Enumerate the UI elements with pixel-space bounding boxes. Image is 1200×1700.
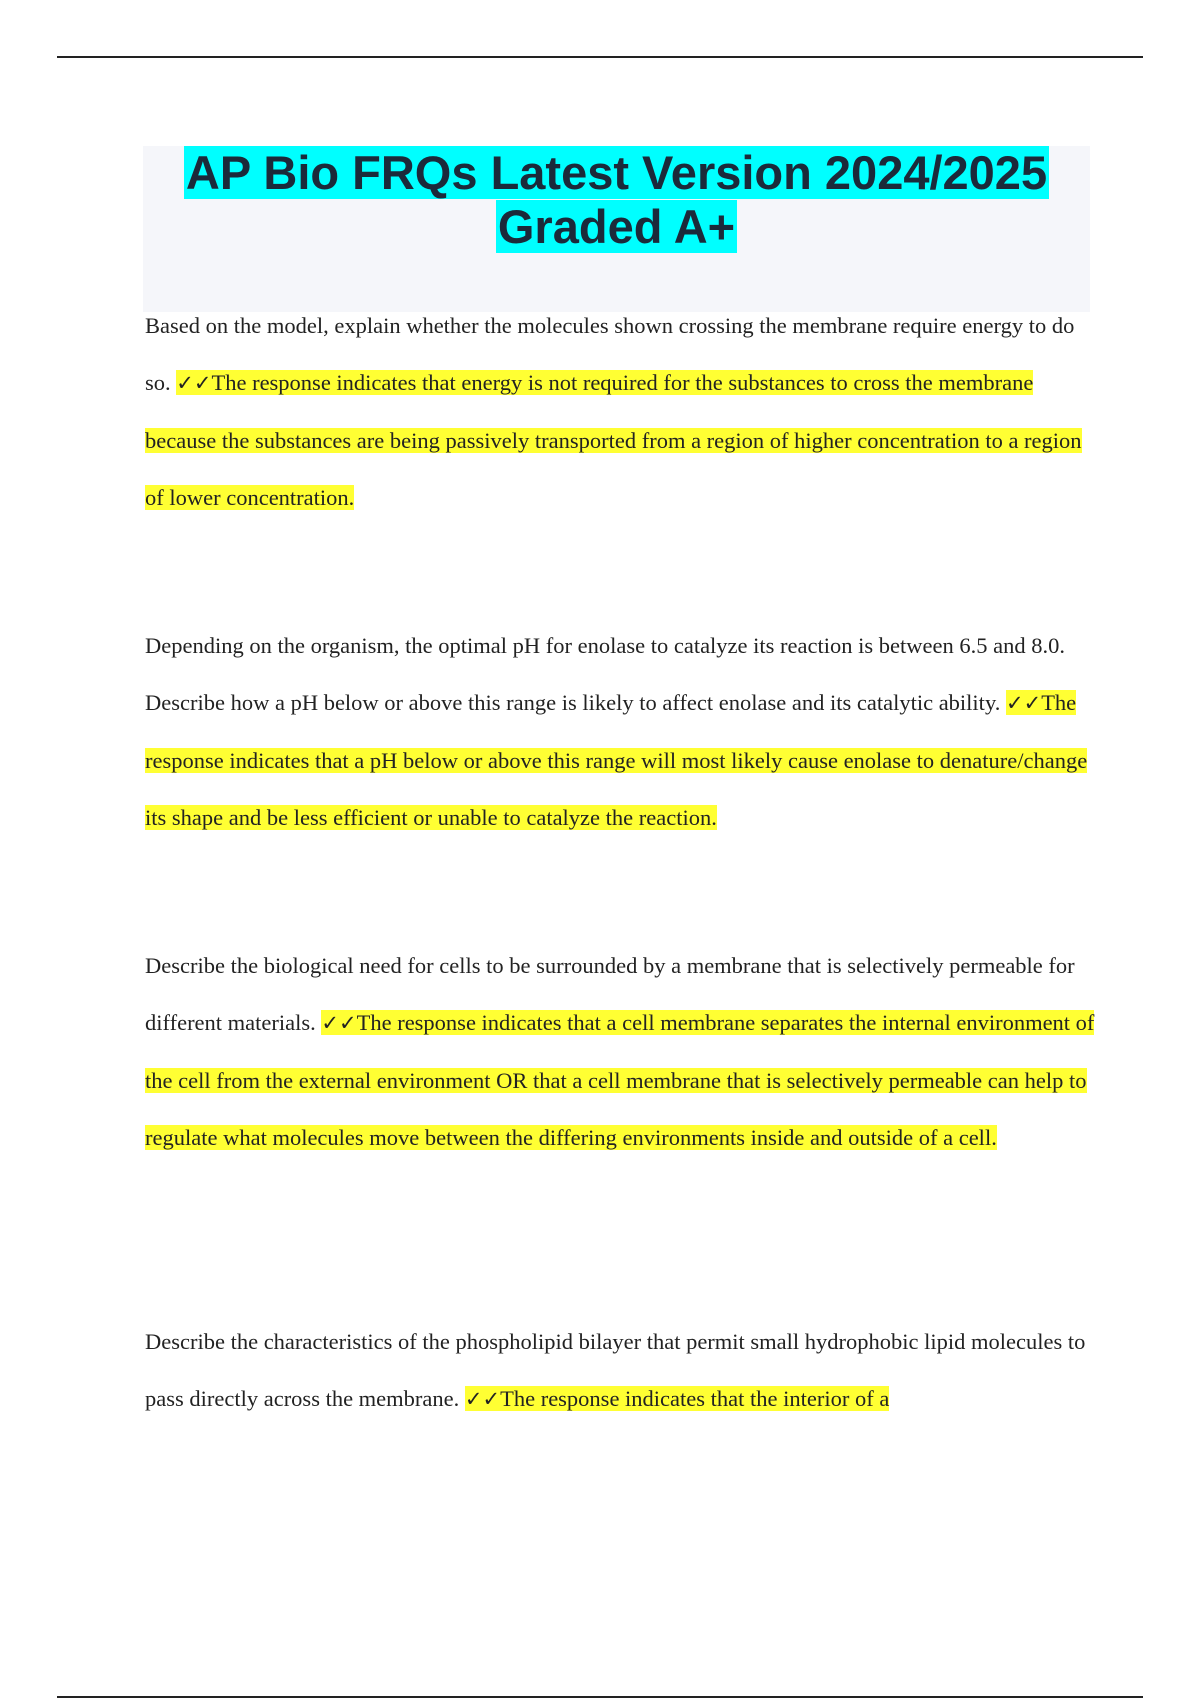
footer-rule xyxy=(57,1696,1143,1698)
check-marks-icon: ✓✓ xyxy=(1005,691,1042,715)
question-text: Based on the model, explain whether the molecules shown crossing the membrane require energy to do so. xyxy=(145,313,1075,395)
qa-item-3 xyxy=(145,937,1095,1166)
qa-item-1 xyxy=(145,297,1095,526)
check-marks-icon: ✓✓ xyxy=(321,1011,357,1035)
answer-text: The response indicates that a cell membrane separates the internal environment of the cell from the external environment OR that a cell membrane that is selectively permeable can help to regulate what molecules move between the differing environments inside and outside of a cell. xyxy=(145,1010,1095,1150)
header-rule xyxy=(57,56,1143,58)
answer-text: The response indicates that energy is not required for the substances to cross the membrane because the substances are being passively transported from a region of higher concentration to a region of lower concentration. xyxy=(145,370,1082,510)
document-title-line-1: AP Bio FRQs Latest Version 2024/2025 xyxy=(185,146,1048,199)
question-text: Describe the characteristics of the phospholipid bilayer that permit small hydrophobic lipid molecules to pass directly across the membrane. xyxy=(145,1329,1086,1411)
qa-item-2 xyxy=(145,617,1095,846)
qa-item-4 xyxy=(145,1313,1095,1428)
check-marks-icon: ✓✓ xyxy=(176,371,212,395)
check-marks-icon: ✓✓ xyxy=(464,1387,501,1411)
answer-text: The response indicates that a pH below or above this range will most likely cause enolase to denature/change its shape and be less efficient or unable to catalyze the reaction. xyxy=(145,690,1088,830)
answer-highlight xyxy=(145,370,1082,510)
answer-text: The response indicates that the interior of a xyxy=(500,1386,890,1411)
document-title-line-2: Graded A+ xyxy=(497,200,736,253)
question-text: Describe the biological need for cells to be surrounded by a membrane that is selectively permeable for different materials. xyxy=(145,953,1075,1035)
title-block xyxy=(143,146,1090,312)
answer-highlight xyxy=(465,1386,889,1411)
question-text: Depending on the organism, the optimal pH for enolase to catalyze its reaction is between 6.5 and 8.0. Describe how a pH below or above this range is likely to affect enolase and its catalytic ability. xyxy=(145,633,1065,715)
